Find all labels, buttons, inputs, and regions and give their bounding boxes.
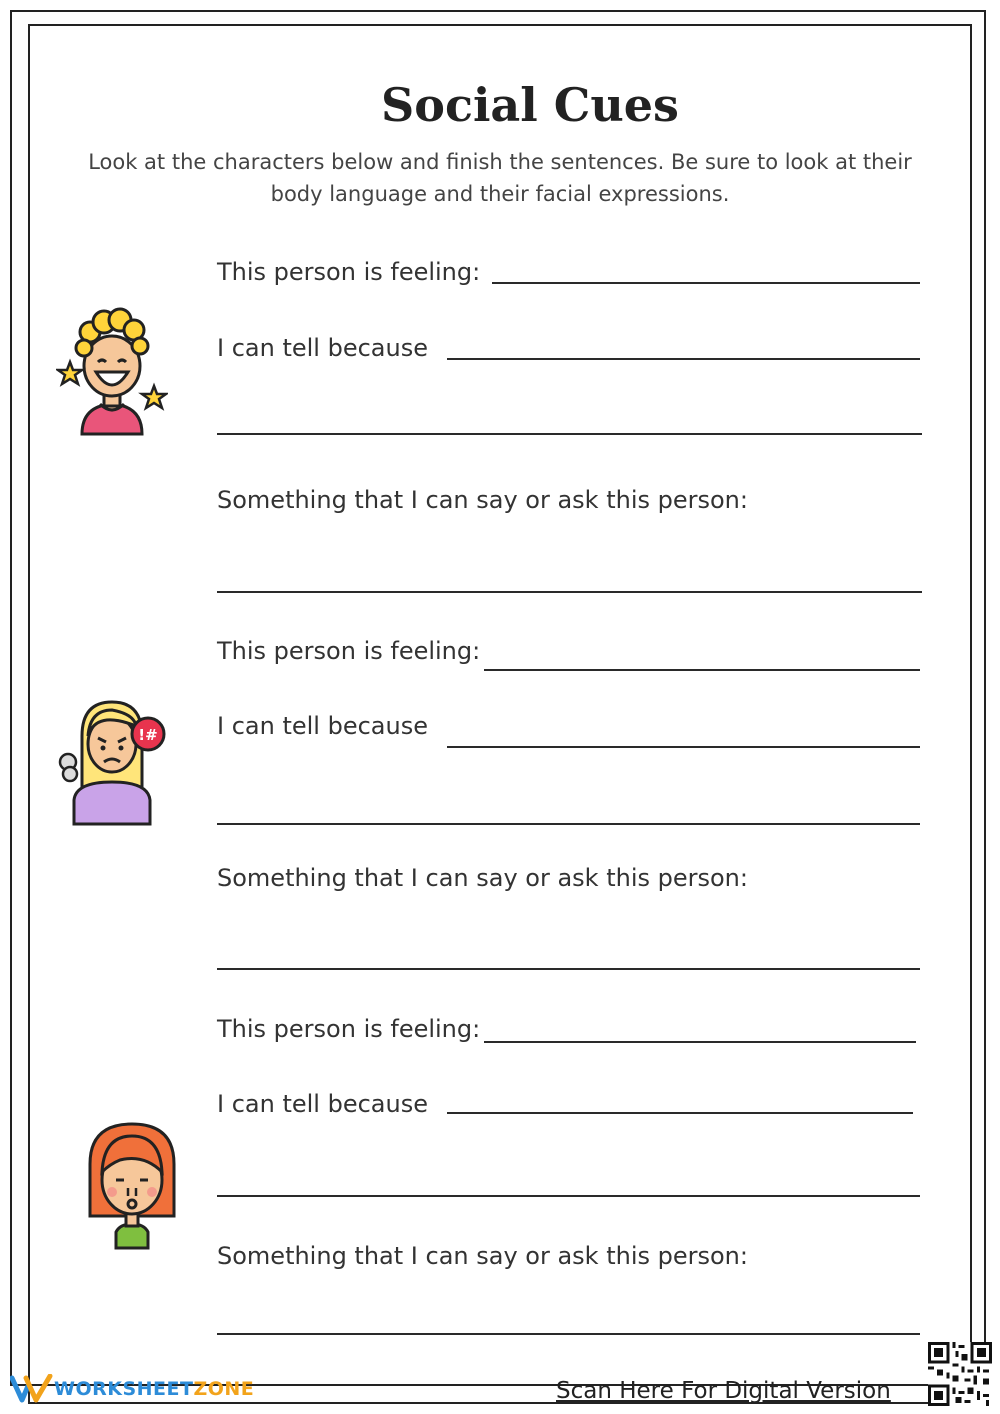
feeling-answer-line[interactable] bbox=[484, 1041, 916, 1043]
page-title: Social Cues bbox=[381, 78, 679, 132]
because-answer-line[interactable] bbox=[447, 358, 920, 360]
say-label: Something that I can say or ask this person: bbox=[217, 486, 748, 514]
sad-girl-icon bbox=[84, 1120, 180, 1250]
feeling-answer-line[interactable] bbox=[492, 282, 920, 284]
because-answer-line-2[interactable] bbox=[217, 823, 920, 825]
because-label: I can tell because bbox=[217, 712, 428, 740]
feeling-label: This person is feeling: bbox=[217, 1015, 481, 1043]
happy-child-icon bbox=[56, 306, 168, 438]
worksheetzone-logo-icon bbox=[10, 1374, 54, 1404]
say-label: Something that I can say or ask this person: bbox=[217, 1242, 748, 1270]
brand-name bbox=[54, 1378, 254, 1400]
because-label: I can tell because bbox=[217, 1090, 428, 1118]
because-label: I can tell because bbox=[217, 334, 428, 362]
say-label: Something that I can say or ask this person: bbox=[217, 864, 748, 892]
because-answer-line[interactable] bbox=[447, 1112, 913, 1114]
brand-logo bbox=[10, 1374, 254, 1404]
brand-accent: ZONE bbox=[193, 1378, 255, 1400]
say-answer-line[interactable] bbox=[217, 968, 920, 970]
brand-main: WORKSHEET bbox=[54, 1378, 194, 1400]
feeling-label: This person is feeling: bbox=[217, 258, 481, 286]
feeling-label: This person is feeling: bbox=[217, 637, 481, 665]
say-answer-line[interactable] bbox=[217, 1333, 920, 1335]
because-answer-line[interactable] bbox=[447, 746, 920, 748]
say-answer-line[interactable] bbox=[217, 591, 922, 593]
svg-text:!#: !# bbox=[138, 726, 158, 744]
angry-girl-icon bbox=[56, 696, 168, 826]
scan-link[interactable]: Scan Here For Digital Version bbox=[556, 1378, 891, 1404]
because-answer-line-2[interactable] bbox=[217, 1195, 920, 1197]
because-answer-line-2[interactable] bbox=[217, 433, 922, 435]
instructions: Look at the characters below and finish the sentences. Be sure to look at their body language and their facial expressions. bbox=[88, 150, 912, 206]
feeling-answer-line[interactable] bbox=[484, 669, 920, 671]
qr-code-icon[interactable] bbox=[928, 1342, 992, 1406]
